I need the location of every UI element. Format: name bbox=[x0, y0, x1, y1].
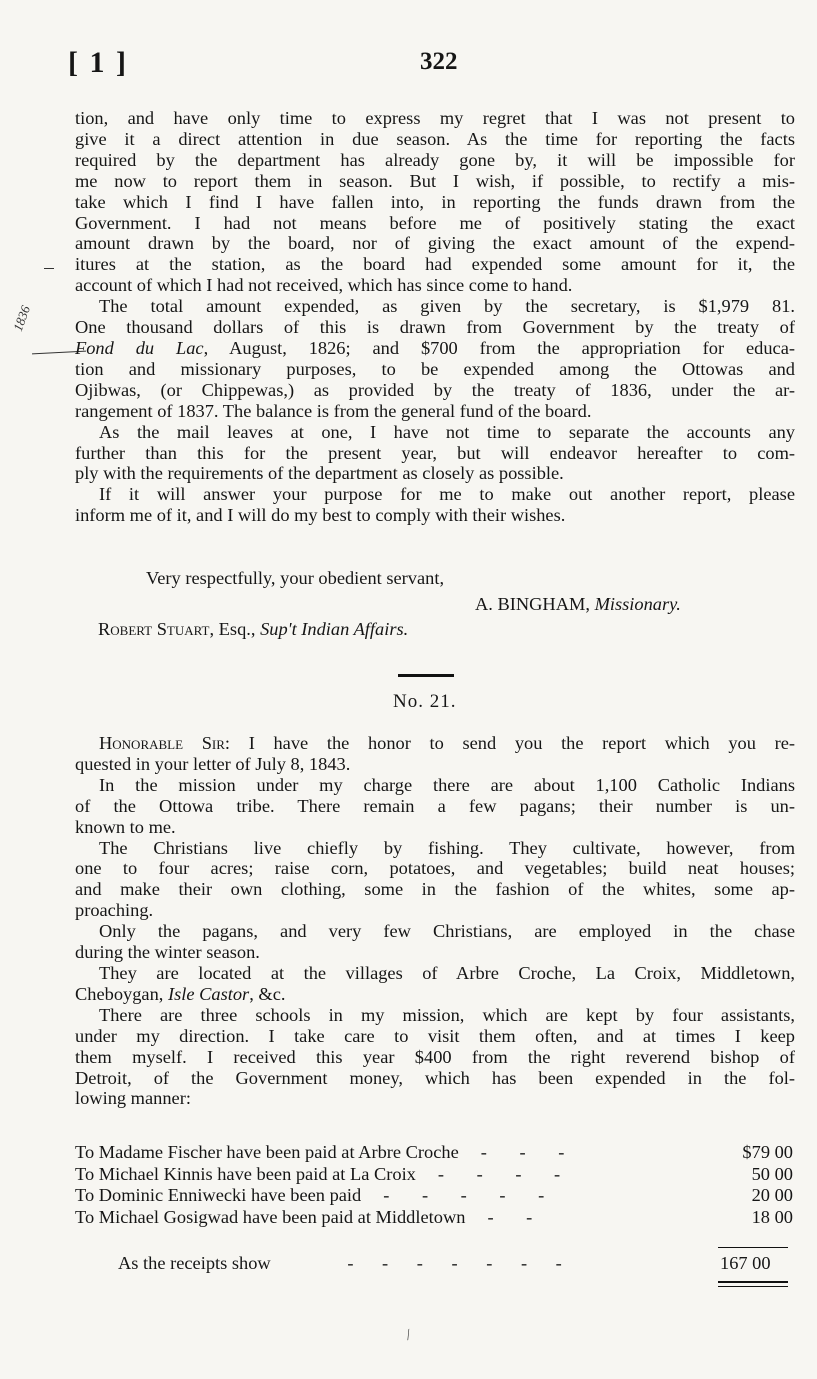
text-line: Cheboygan, Isle Castor, &c. bbox=[75, 983, 286, 1004]
text-line: of the Ottowa tribe. There remain a few pagans; their number is un- bbox=[75, 795, 795, 816]
text-line: Ojibwas, (or Chippewas,) as provided by the treaty of 1836, under the ar- bbox=[75, 379, 795, 400]
text-line: The total amount expended, as given by the secretary, is $1,979 81. bbox=[99, 296, 795, 317]
text-line: required by the department has already gone by, it will be impossible for bbox=[75, 149, 795, 170]
ledger-dashes: - - - - bbox=[437, 1163, 575, 1184]
double-rule-top bbox=[718, 1281, 788, 1283]
text-line: If it will answer your purpose for me to make out another report, please bbox=[99, 484, 795, 505]
addressee-title: Sup't Indian Affairs. bbox=[260, 619, 409, 639]
total-rule bbox=[718, 1247, 788, 1248]
total-label: As the receipts show bbox=[118, 1253, 271, 1273]
salutation-text: I have the honor to send you the report which you re- bbox=[230, 733, 795, 753]
ledger-total-amount: 167 00 bbox=[720, 1253, 771, 1273]
text-line: lowing manner: bbox=[75, 1088, 191, 1109]
signature-title: Missionary. bbox=[594, 594, 681, 614]
text-line: amount drawn by the board, nor of giving the exact amount of the expend- bbox=[75, 233, 795, 254]
letter-body-2 bbox=[75, 733, 795, 1109]
total-dashes: - - - - - - - bbox=[347, 1253, 574, 1273]
signature bbox=[475, 594, 681, 615]
text-line: rangement of 1837. The balance is from the general fund of the board. bbox=[75, 400, 592, 421]
payment-ledger bbox=[75, 1142, 795, 1228]
ledger-total-label bbox=[118, 1253, 574, 1274]
text-line: Detroit, of the Government money, which has been expended in the fol- bbox=[75, 1067, 795, 1088]
text-line: Only the pagans, and very few Christians, are employed in the chase bbox=[99, 921, 795, 942]
text-line: take which I find I have fallen into, in reporting the funds drawn from the bbox=[75, 191, 795, 212]
text-line: known to me. bbox=[75, 816, 176, 837]
addressee-mid: , Esq., bbox=[209, 619, 261, 639]
addressee-name: Robert Stuart bbox=[98, 619, 210, 639]
salutation: Honorable Sir: bbox=[99, 733, 231, 753]
ledger-amount: 20 00 bbox=[751, 1185, 793, 1206]
ledger-amount: 18 00 bbox=[751, 1206, 793, 1227]
ledger-dashes: - - - bbox=[480, 1142, 579, 1162]
text-line: ply with the requirements of the department as closely as possible. bbox=[75, 463, 564, 484]
text-line: itures at the station, as the board had expended some amount for it, the bbox=[75, 254, 795, 275]
text-line: during the winter season. bbox=[75, 942, 260, 963]
addressee bbox=[98, 619, 408, 640]
bracket-page-marker: [ 1 ] bbox=[68, 46, 128, 79]
stray-mark: ⁄ bbox=[404, 1328, 414, 1343]
ledger-dashes: - - bbox=[487, 1206, 547, 1227]
ledger-label: To Dominic Enniwecki have been paid bbox=[75, 1185, 362, 1206]
ledger-amount: $79 00 bbox=[742, 1142, 793, 1162]
text-line: The Christians live chiefly by fishing. They cultivate, however, from bbox=[99, 837, 795, 858]
ledger-label: To Madame Fischer have been paid at Arbre Croche bbox=[75, 1142, 459, 1162]
text-line: one to four acres; raise corn, potatoes, and vegetables; build neat houses; bbox=[75, 858, 795, 879]
text-line: further than this for the present year, but will endeavor hereafter to com- bbox=[75, 442, 795, 463]
handwritten-margin-note: 1836 bbox=[10, 303, 33, 334]
text-line: them myself. I received this year $400 from the right reverend bishop of bbox=[75, 1046, 795, 1067]
ledger-row bbox=[75, 1164, 795, 1186]
text-line: give it a direct attention in due season. As the time for reporting the facts bbox=[75, 128, 795, 149]
double-rule-bottom bbox=[718, 1286, 788, 1287]
ledger-dashes: - - - - - bbox=[383, 1185, 559, 1206]
section-divider bbox=[398, 674, 454, 677]
text-line: tion and missionary purposes, to be expended among the Ottowas and bbox=[75, 358, 795, 379]
ledger-label: To Michael Gosigwad have been paid at Middletown bbox=[75, 1206, 466, 1227]
letter-body-1 bbox=[75, 108, 795, 526]
text-line bbox=[75, 733, 795, 754]
ledger-amount: 50 00 bbox=[751, 1163, 793, 1184]
text-line: proaching. bbox=[75, 900, 154, 921]
text-line: They are located at the villages of Arbre Croche, La Croix, Middletown, bbox=[99, 962, 795, 983]
text-line: Government. I had not means before me of positively stating the exact bbox=[75, 212, 795, 233]
ledger-row bbox=[75, 1142, 795, 1164]
text-line: tion, and have only time to express my regret that I was not present to bbox=[75, 108, 795, 128]
text-line: One thousand dollars of this is drawn from Government by the treaty of bbox=[75, 317, 795, 338]
text-line: me now to report them in season. But I wish, if possible, to rectify a mis- bbox=[75, 170, 795, 191]
text-line: account of which I had not received, which has since come to hand. bbox=[75, 275, 573, 296]
ledger-label: To Michael Kinnis have been paid at La Croix bbox=[75, 1163, 416, 1184]
text-line: quested in your letter of July 8, 1843. bbox=[75, 753, 351, 774]
text-line: under my direction. I take care to visit them often, and at times I keep bbox=[75, 1025, 795, 1046]
signature-name: A. BINGHAM, bbox=[475, 594, 590, 614]
ledger-row bbox=[75, 1207, 795, 1229]
margin-mark bbox=[44, 268, 54, 269]
page-number: 322 bbox=[420, 48, 458, 75]
letter-closing: Very respectfully, your obedient servant, bbox=[146, 568, 445, 588]
text-line: Fond du Lac, August, 1826; and $700 from the appropriation for educa- bbox=[75, 337, 795, 358]
text-line: inform me of it, and I will do my best to comply with their wishes. bbox=[75, 505, 566, 526]
document-number: No. 21. bbox=[393, 691, 457, 712]
text-line: As the mail leaves at one, I have not time to separate the accounts any bbox=[99, 421, 795, 442]
text-line: In the mission under my charge there are about 1,100 Catholic Indians bbox=[99, 774, 795, 795]
ledger-row bbox=[75, 1185, 795, 1207]
text-line: There are three schools in my mission, which are kept by four assistants, bbox=[99, 1004, 795, 1025]
text-line: and make their own clothing, some in the fashion of the whites, some ap- bbox=[75, 879, 795, 900]
